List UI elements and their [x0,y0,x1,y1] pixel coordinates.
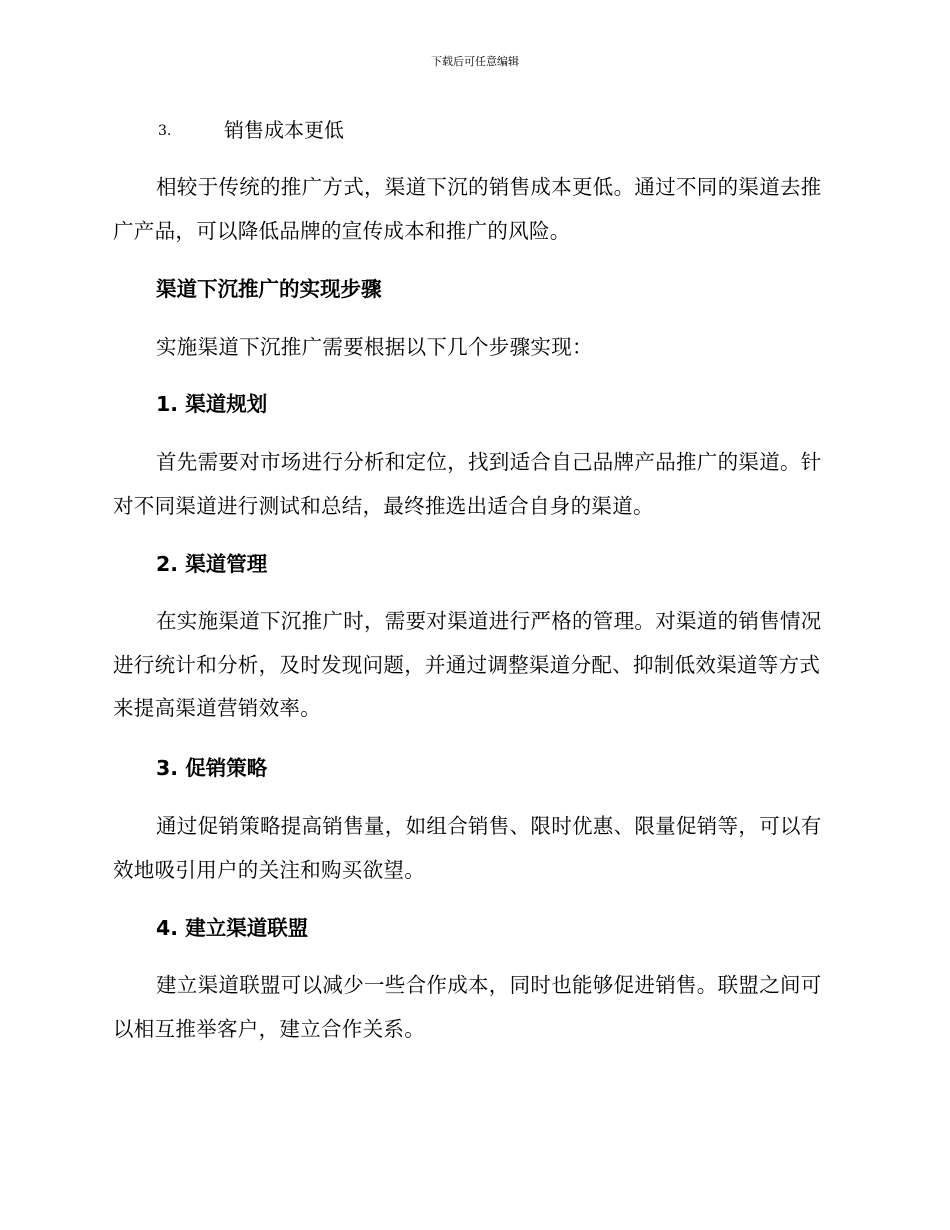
paragraph-intro-steps: 实施渠道下沉推广需要根据以下几个步骤实现： [156,335,593,359]
list-item-title: 销售成本更低 [224,118,344,142]
paragraph-cost-lower: 相较于传统的推广方式，渠道下沉的销售成本更低。通过不同的渠道去推广产品，可以降低品牌的宣传成本和推广的风险。 [113,175,822,243]
list-item-heading [158,116,344,145]
step-heading-planning: 1. 渠道规划 [156,392,268,416]
paragraph-channel-planning: 首先需要对市场进行分析和定位，找到适合自己品牌产品推广的渠道。针对不同渠道进行测试和总结，最终推选出适合自身的渠道。 [113,450,822,518]
page-header-note: 下载后可任意编辑 [431,55,519,68]
paragraph-channel-alliance: 建立渠道联盟可以减少一些合作成本，同时也能够促进销售。联盟之间可以相互推举客户，建立合作关系。 [113,973,822,1041]
step-heading-promotion: 3. 促销策略 [156,756,268,780]
list-item-number: 3. [158,123,172,139]
section-heading-steps: 渠道下沉推广的实现步骤 [156,277,382,301]
step-heading-alliance: 4. 建立渠道联盟 [156,916,309,940]
paragraph-promotion-strategy: 通过促销策略提高销售量，如组合销售、限时优惠、限量促销等，可以有效地吸引用户的关注和购买欲望。 [113,814,822,882]
paragraph-channel-management: 在实施渠道下沉推广时，需要对渠道进行严格的管理。对渠道的销售情况进行统计和分析，及时发现问题，并通过调整渠道分配、抑制低效渠道等方式来提高渠道营销效率。 [113,609,822,720]
step-heading-management: 2. 渠道管理 [156,552,268,576]
